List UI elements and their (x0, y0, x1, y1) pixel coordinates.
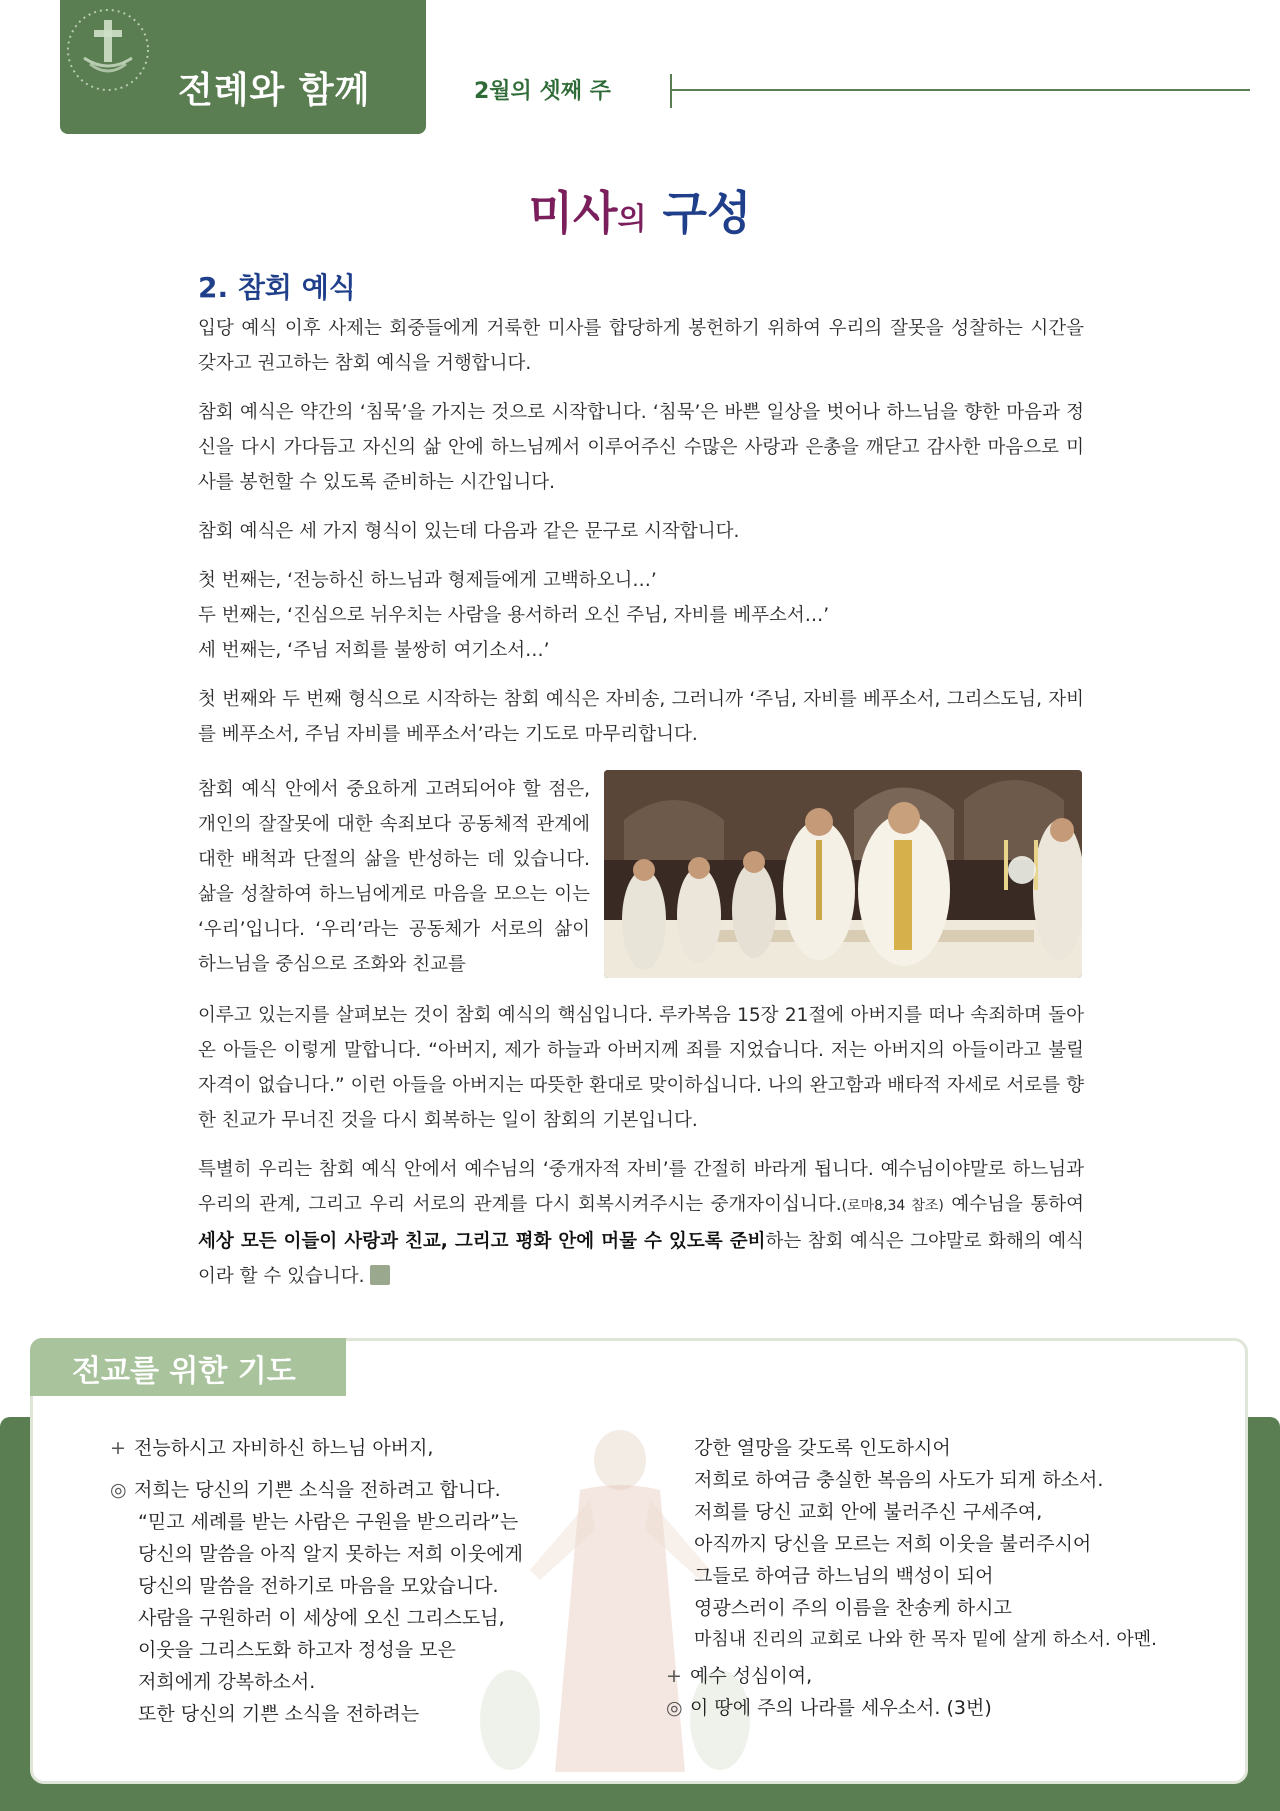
prayer-left-column (110, 1432, 550, 1730)
paragraph-6-wrapped: 참회 예식 안에서 중요하게 고려되어야 할 점은, 개인의 잘잘못에 대한 속죄보다 공동체적 관계에 대한 배척과 단절의 삶을 반성하는 데 있습니다. 삶을 성찰하여 하느님에게로 마음을 모으는 이는 ‘우리’입니다. ‘우리’라는 공동체가 서로의 삶이 하느님을 중심으로 조화와 친교를 (198, 779, 590, 975)
prayer-line: 영광스러이 주의 이름을 찬송케 하시고 (694, 1597, 1012, 1619)
cross-emblem-icon (62, 4, 154, 96)
paragraph-3: 참회 예식은 세 가지 형식이 있는데 다음과 같은 문구로 시작합니다. (198, 521, 740, 542)
prayer-line: 그들로 하여금 하느님의 백성이 되어 (694, 1565, 994, 1587)
prayer-line: 저희에게 강복하소서. (138, 1671, 316, 1693)
paragraph-6-continued: 이루고 있는지를 살펴보는 것이 참회 예식의 핵심입니다. 루카복음 15장 21절에 아버지를 떠나 속죄하며 돌아온 아들은 이렇게 말합니다. “아버지, 제가 하늘과 아버지께 죄를 지었습니다. 저는 아버지의 아들이라고 불릴 자격이 없습니다.” 이런 아들을 아버지는 따뜻한 환대로 맞이하십니다. 나의 완고함과 배타적 자세로 서로를 향한 친교가 무너진 것을 다시 회복하는 일이 참회의 기본입니다. (198, 1005, 1084, 1131)
prayer-line (666, 1692, 1214, 1724)
paragraph-2: 참회 예식은 약간의 ‘침묵’을 가지는 것으로 시작합니다. ‘침묵’은 바쁜 일상을 벗어나 하느님을 향한 마음과 정신을 다시 가다듬고 자신의 삶 안에 하느님께서 이루어주신 수많은 사랑과 은총을 깨닫고 감사한 마음으로 미사를 봉헌할 수 있도록 준비하는 시간입니다. (198, 402, 1084, 493)
prayer-line: 당신의 말씀을 아직 알지 못하는 저희 이웃에게 (138, 1543, 523, 1565)
prayer-line: 또한 당신의 기쁜 소식을 전하려는 (138, 1703, 420, 1725)
prayer-line: 마침내 진리의 교회로 나와 한 목자 밑에 살게 하소서. 아멘. (694, 1629, 1157, 1650)
form-item-2: 두 번째는, ‘진심으로 뉘우치는 사람을 용서하러 오신 주님, 자비를 베푸소서…’ (198, 605, 830, 626)
form-item-3: 세 번째는, ‘주님 저희를 불쌍히 여기소서…’ (198, 640, 550, 661)
paragraph-7-emphasis: 세상 모든 이들이 사랑과 친교, 그리고 평화 안에 머물 수 있도록 준비 (198, 1231, 766, 1252)
prayer-line: 이웃을 그리스도화 하고자 정성을 모은 (138, 1639, 456, 1661)
title-part-misa: 미사 (528, 186, 618, 240)
prayer-line: 당신의 말씀을 전하기로 마음을 모았습니다. (138, 1575, 499, 1597)
title-part-guseong: 구성 (662, 186, 752, 240)
paragraph-7 (198, 1152, 1084, 1294)
week-label: 2월의 셋째 주 (474, 79, 611, 104)
people-response-mark: ◎ (666, 1697, 683, 1719)
title-part-ui: 의 (617, 202, 647, 237)
paragraph-5: 첫 번째와 두 번째 형식으로 시작하는 참회 예식은 자비송, 그러니까 ‘주님, 자비를 베푸소서, 그리스도님, 자비를 베푸소서, 주님 자비를 베푸소서’라는 기도로 마무리합니다. (198, 689, 1084, 745)
article-body-top (198, 311, 1084, 752)
prayer-line: 사람을 구원하러 이 세상에 오신 그리스도님, (138, 1607, 505, 1629)
mass-photo (604, 770, 1082, 978)
scripture-reference: (로마8,34 참조) (841, 1198, 944, 1214)
prayer-line (666, 1660, 1214, 1692)
prayer-line: 강한 열망을 갖도록 인도하시어 (694, 1437, 951, 1459)
prayer-line: 저희로 하여금 충실한 복음의 사도가 되게 하소서. (694, 1469, 1104, 1491)
form-item-1: 첫 번째는, ‘전능하신 하느님과 형제들에게 고백하오니…’ (198, 570, 657, 591)
paragraph-7-text-c: 하는 참회 예식은 그야말로 화해의 예식이라 할 수 있습니다. (198, 1231, 1084, 1287)
prayer-line: 아직까지 당신을 모르는 저희 이웃을 불러주시어 (694, 1533, 1092, 1555)
form-list (198, 563, 1084, 668)
paragraph-7-text-b: 예수님을 통하여 (943, 1194, 1084, 1215)
end-mark-icon (370, 1265, 390, 1285)
paragraph-1: 입당 예식 이후 사제는 회중들에게 거룩한 미사를 합당하게 봉헌하기 위하여 우리의 잘못을 성찰하는 시간을 갖자고 권고하는 참회 예식을 거행합니다. (198, 318, 1084, 374)
prayer-right-column (666, 1432, 1214, 1724)
prayer-text: 예수 성심이여, (690, 1665, 813, 1687)
prayer-text: 저희는 당신의 기쁜 소식을 전하려고 합니다. (134, 1479, 501, 1501)
paragraph-7-text-a: 특별히 우리는 참회 예식 안에서 예수님의 ‘중개자적 자비’를 간절히 바라게 됩니다. 예수님이야말로 하느님과 우리의 관계, 그리고 우리 서로의 관계를 다시 회복시켜주시는 중개자이십니다. (198, 1159, 1084, 1215)
section-heading: 2. 참회 예식 (198, 271, 356, 304)
page-title (0, 183, 1280, 250)
prayer-text: 전능하시고 자비하신 하느님 아버지, (134, 1437, 434, 1459)
prayer-line (110, 1432, 550, 1464)
prayer-line: 저희를 당신 교회 안에 불러주신 구세주여, (694, 1501, 1043, 1523)
prayer-text: 이 땅에 주의 나라를 세우소서. (3번) (690, 1697, 992, 1719)
priest-cross-mark: + (666, 1665, 682, 1687)
article-body-bottom (198, 998, 1084, 1294)
header-divider-line (670, 89, 1250, 91)
divider-tick (670, 74, 672, 108)
prayer-line: “믿고 세례를 받는 사람은 구원을 받으리라”는 (138, 1511, 519, 1533)
section-title: 전례와 함께 (178, 70, 371, 111)
people-response-mark: ◎ (110, 1479, 127, 1501)
priest-cross-mark: + (110, 1437, 126, 1459)
prayer-line (110, 1474, 550, 1506)
prayer-title: 전교를 위한 기도 (72, 1354, 296, 1389)
